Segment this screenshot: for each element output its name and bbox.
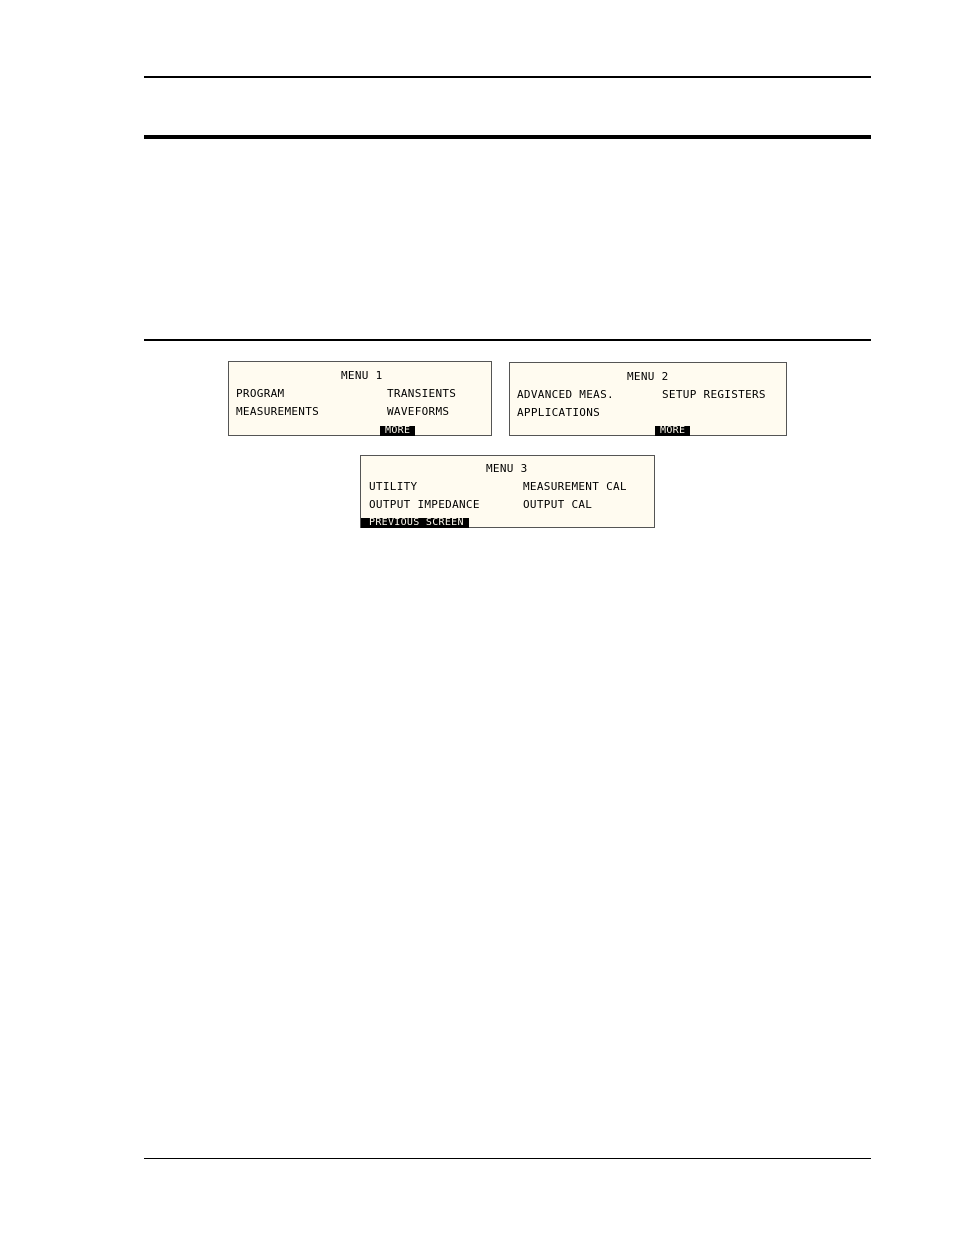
menu-2-title: MENU 2 (627, 370, 669, 383)
menu-item-output-cal[interactable]: OUTPUT CAL (523, 498, 593, 511)
footer-rule (144, 1158, 871, 1159)
menu-3-screen (360, 455, 655, 528)
menu-2-screen (509, 362, 787, 436)
menu-item-output-impedance[interactable]: OUTPUT IMPEDANCE (369, 498, 480, 511)
menu-item-measurements[interactable]: MEASUREMENTS (236, 405, 320, 418)
menu-item-transients[interactable]: TRANSIENTS (387, 387, 457, 400)
menu-1-title: MENU 1 (341, 369, 383, 382)
menu-item-measurement-cal[interactable]: MEASUREMENT CAL (523, 480, 627, 493)
menu-item-advanced-meas[interactable]: ADVANCED MEAS. (517, 388, 614, 401)
menu-item-waveforms[interactable]: WAVEFORMS (387, 405, 450, 418)
menu-3-title: MENU 3 (486, 462, 528, 475)
menu-item-setup-registers[interactable]: SETUP REGISTERS (662, 388, 766, 401)
previous-screen-softkey[interactable]: PREVIOUS SCREEN (361, 518, 469, 528)
header-rule-top (144, 76, 871, 78)
menu-item-applications[interactable]: APPLICATIONS (517, 406, 601, 419)
menu-item-program[interactable]: PROGRAM (236, 387, 285, 400)
menu-item-utility[interactable]: UTILITY (369, 480, 418, 493)
header-rule-thick (144, 135, 871, 139)
more-softkey[interactable]: MORE (380, 426, 415, 436)
section-rule (144, 339, 871, 341)
more-softkey[interactable]: MORE (655, 426, 690, 436)
menu-1-screen (228, 361, 492, 436)
